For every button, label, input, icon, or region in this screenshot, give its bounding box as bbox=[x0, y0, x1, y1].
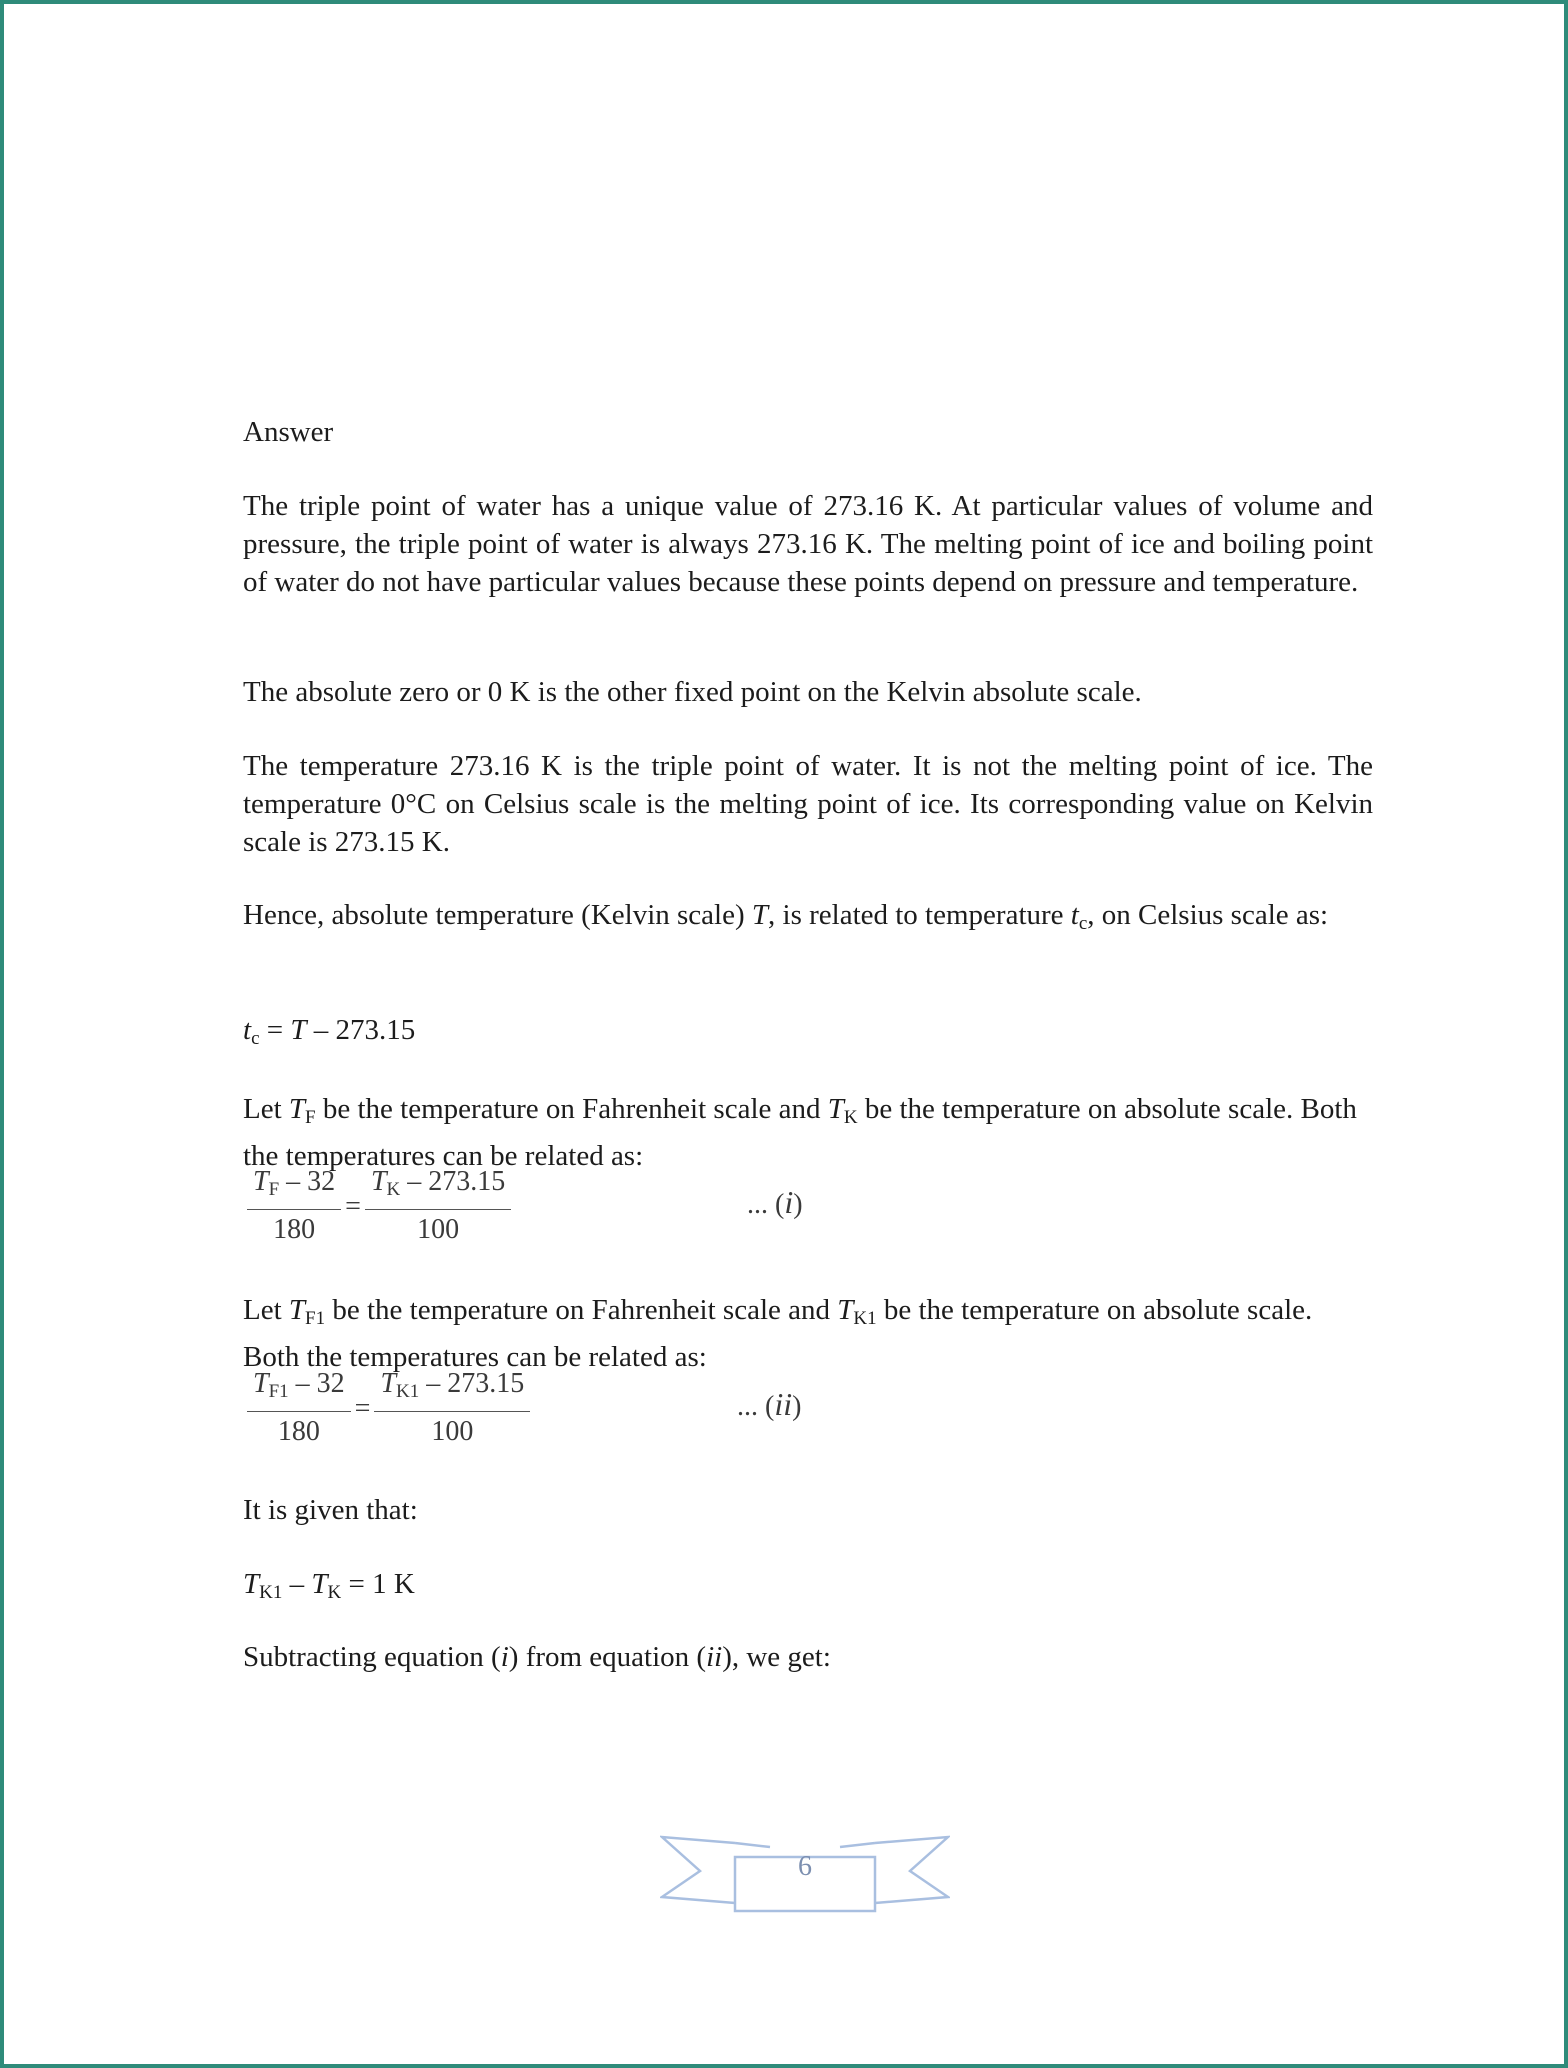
celsius-formula: $t_c = T - 273.15$ bbox=[243, 1014, 416, 1049]
paragraph-melting-point: The temperature 273.16 K is the triple point of water. It is not the melting point of ice. The temperature 0°C on Celsius scale is the melting point of ice. Its corresponding value on Kelvin scale is 273.15 K. bbox=[243, 750, 1373, 858]
answer-heading: Answer bbox=[243, 416, 334, 448]
paragraph-fahrenheit1-kelvin1: Let $T_{F1}$ be the temperature on Fahrenheit scale and $T_{K1}$ be the temperature on absolute scale. Both the temperatures can be related as: bbox=[243, 1294, 1313, 1373]
paragraph-subtracting: Subtracting equation (i) from equation (ii), we get: bbox=[243, 1641, 831, 1673]
equation-ii-rhs: $\frac{T_{K1} - 273.15}{100}$ bbox=[374, 1365, 530, 1452]
paragraph-triple-point: The triple point of water has a unique value of 273.16 K. At particular values of volume and pressure, the triple point of water is always 273.16 K. The melting point of ice and boiling point of water do not have particular values because these points depend on pressure and temperature. bbox=[243, 490, 1373, 598]
equation-ii-tag: ... (ii) bbox=[737, 1386, 802, 1422]
equation-i-lhs: $\frac{T_F - 32}{180}$ bbox=[247, 1163, 341, 1250]
page-number-ribbon bbox=[660, 1833, 950, 1913]
equation-ii: $\frac{T_{F1} - 32}{180}$ = $\frac{T_{K1} - 273.15}{100}$ ... (ii) bbox=[247, 1365, 827, 1452]
paragraph-given: It is given that: bbox=[243, 1494, 418, 1526]
equation-i-rhs: $\frac{T_K - 273.15}{100}$ bbox=[365, 1163, 511, 1250]
paragraph-absolute-zero: The absolute zero or 0 K is the other fixed point on the Kelvin absolute scale. bbox=[243, 676, 1142, 708]
given-formula: $T_{K1} - T_K = 1$ K bbox=[243, 1568, 415, 1603]
equation-i: $\frac{T_F - 32}{180}$ = $\frac{T_K - 273.15}{100}$ ... (i) bbox=[247, 1163, 827, 1250]
equation-i-tag: ... (i) bbox=[747, 1184, 803, 1220]
paragraph-kelvin-celsius: Hence, absolute temperature (Kelvin scale) T, is related to temperature $t_c$, on Celsius scale as: bbox=[243, 899, 1329, 934]
equation-ii-lhs: $\frac{T_{F1} - 32}{180}$ bbox=[247, 1365, 351, 1452]
paragraph-fahrenheit-kelvin: Let $T_F$ be the temperature on Fahrenheit scale and $T_K$ be the temperature on absolute scale. Both the temperatures can be related as: bbox=[243, 1093, 1357, 1172]
page-number: 6 bbox=[798, 1851, 812, 1882]
